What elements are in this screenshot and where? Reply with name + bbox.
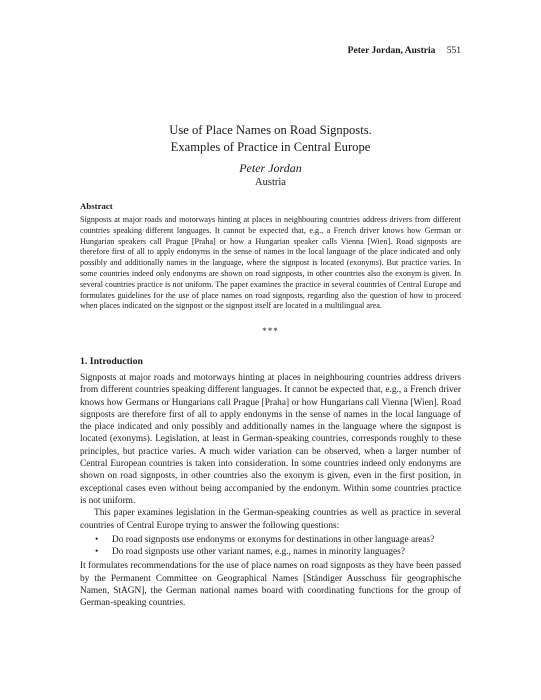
section-separator: *** [262, 326, 279, 336]
section-heading: 1. Introduction [80, 356, 143, 367]
list-item [80, 534, 461, 546]
list-item-text: Do road signposts use other variant names, e.g., names in minority languages? [112, 547, 405, 558]
abstract [80, 200, 461, 312]
intro-paragraph-3: It formulates recommendations for the use of place names on road signposts as they have been passed by the Permanent Committee on Geographical Names [Ständiger Ausschuss für geographische Namen, StAGN], the German national names board with coordinating functions for the group of German-speaking countries. [80, 561, 461, 609]
introduction-section [80, 355, 461, 610]
title-line-1: Use of Place Names on Road Signposts. [169, 123, 372, 137]
question-list [80, 534, 461, 559]
title-line-2: Examples of Practice in Central Europe [170, 139, 371, 154]
list-item [80, 546, 461, 558]
list-item-text: Do road signposts use endonyms or exonyms for destinations in other language areas? [112, 534, 435, 545]
author-name: Peter Jordan [239, 161, 302, 175]
intro-paragraph-1: Signposts at major roads and motorways hinting at places in neighbouring countries address drivers from different countries speaking different languages. It cannot be expected that, e.g., a French driver knows how Germans or Hungarians call Prague [Praha] or how Hungarians call Vienna [Wien]. Road signposts are therefore first of all to apply endonyms in the sense of names in the local language of the place indicated and only possibly and additionally names in the language where the signpost is located (exonyms). Legislation, at least in German-speaking countries, corresponds roughly to these principles, but practice varies. A much wider variation can be observed, when a larger number of Central European countries is taken into consideration. In some countries indeed only endonyms are shown on road signposts, in other countries also the exonym is given, even in the first position, in exceptional cases even without being accompanied by the endonym. Within some countries practice is not uniform. [80, 373, 461, 506]
bullet-icon: • [95, 547, 99, 558]
intro-paragraph-2: This paper examines legislation in the German-speaking countries as well as practice in several countries of Central Europe trying to answer the following questions: [80, 508, 461, 531]
paper-title [0, 122, 541, 155]
header-author: Peter Jordan, Austria [347, 46, 436, 56]
page-number: 551 [446, 46, 461, 56]
running-header [348, 46, 461, 56]
abstract-text: Signposts at major roads and motorways hinting at places in neighbouring countries address drivers from different countries speaking different languages. It cannot be expected that, e.g., a French driver knows how German or Hungarian speakers call Prague [Praha] or how a Hungarian speaker calls Vienna [Wien]. Road signposts are therefore first of all to apply endonyms in the sense of names in the local language of the place indicated and only possibly and additionally names in the language, where the signpost is located (exonyms). But practice varies. In some countries indeed only endonyms are shown on road signposts, in other countries also the exonym is given. In several countries practice is not uniform. The paper examines the practice in several countries of Central Europe and formulates guidelines for the use of place names on road signposts, regarding also the question of how to proceed when places indicated on the signpost or the signpost itself are located in a multilingual area. [80, 215, 461, 311]
bullet-icon: • [95, 534, 99, 545]
abstract-heading: Abstract [80, 201, 113, 211]
author-country: Austria [255, 177, 286, 188]
byline [0, 161, 541, 189]
